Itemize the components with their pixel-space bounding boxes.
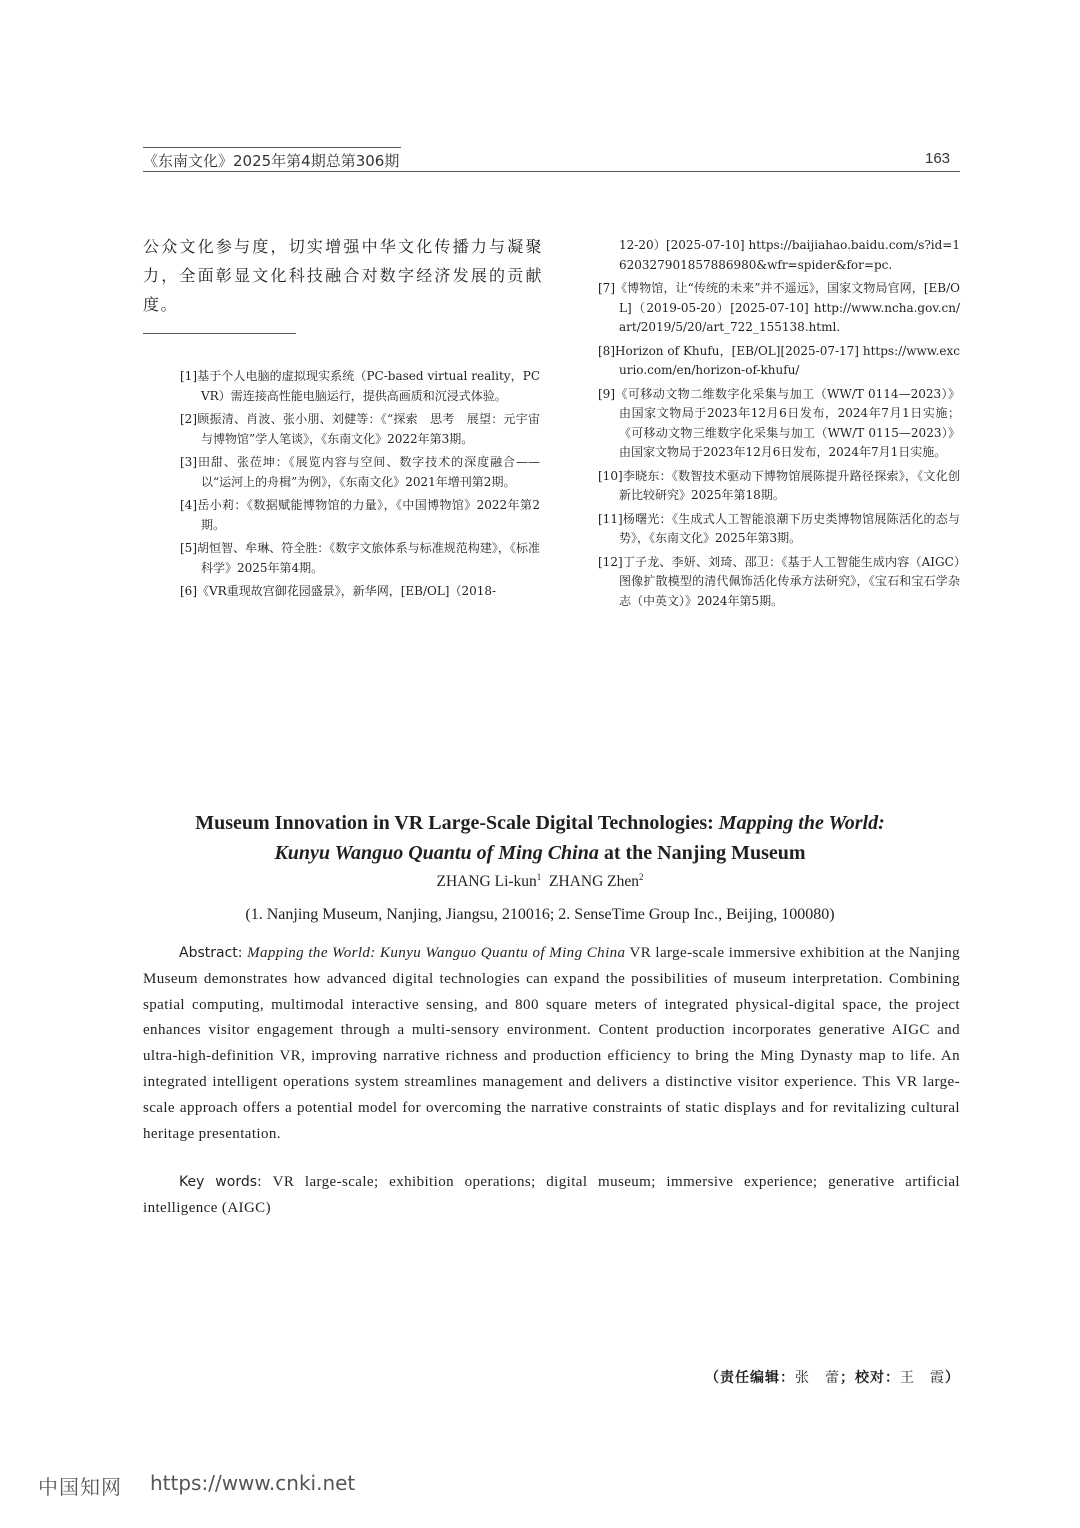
- editor-close: ）: [945, 1370, 960, 1386]
- reference-item: [8]Horizon of Khufu，[EB/OL][2025-07-17] https://www.excurio.com/en/horizon-of-khufu/: [598, 343, 960, 377]
- english-title-part1: Museum Innovation in VR Large-Scale Digital Technologies:: [195, 812, 719, 834]
- reference-item: [9]《可移动文物二维数字化采集与加工（WW/T 0114—2023）》由国家文物局于2023年12月6日发布，2024年7月1日实施；《可移动文物三维数字化采集与加工（WW/T 0115—2023）》由国家文物局于2023年12月6日发布，2024年7月1日实施。: [598, 386, 960, 459]
- english-title-italic1: Mapping the World:: [718, 812, 885, 834]
- reference-item: [7]《博物馆，让“传统的未来”并不遥远》，国家文物局官网，[EB/OL]（2019-05-20）[2025-07-10] http://www.ncha.gov.cn/art/2019/5/20/art_722_155138.html.: [598, 281, 960, 334]
- header-rule: [143, 171, 960, 172]
- reference-item: [5]胡恒智、牟琳、符全胜：《数字文旅体系与标准规范构建》，《标准科学》2025年第4期。: [180, 541, 540, 575]
- abstract-label: Abstract:: [179, 945, 248, 961]
- references-right-column: [598, 236, 960, 615]
- english-title-part2: at the Nanjing Museum: [598, 842, 806, 864]
- author-1: ZHANG Li-kun: [436, 873, 537, 891]
- author-2-affil: 2: [639, 872, 644, 882]
- proofreader-name: 王 霞: [900, 1370, 945, 1386]
- author-1-affil: 1: [536, 872, 542, 882]
- reference-item: [6]《VR重现故宫御花园盛景》，新华网，[EB/OL]（2018-: [180, 584, 497, 598]
- english-affiliations: (1. Nanjing Museum, Nanjing, Jiangsu, 210016; 2. SenseTime Group Inc., Beijing, 100080): [245, 906, 835, 923]
- cnki-logo: 中国知网: [38, 1475, 122, 1499]
- header-top-rule: [143, 147, 401, 148]
- editor-credit: [688, 1367, 960, 1387]
- editor-name: 张 蕾: [795, 1370, 840, 1386]
- abstract-italic: Mapping the World: Kunyu Wanguo Quantu of Ming China: [247, 945, 626, 961]
- author-2: ZHANG Zhen: [549, 873, 640, 891]
- running-header: 《东南文化》2025年第4期总第306期: [143, 152, 400, 170]
- reference-item: [3]田甜、张莅坤：《展览内容与空间、数字技术的深度融合——以“运河上的舟楫”为例》，《东南文化》2021年增刊第2期。: [180, 455, 540, 489]
- reference-continuation: 12-20）[2025-07-10] https://baijiahao.baidu.com/s?id=1620327901857886980&wfr=spider&for=pc.: [619, 238, 960, 272]
- reference-item: [12]丁子龙、李妍、刘琦、邵卫：《基于人工智能生成内容（AIGC）图像扩散模型的清代佩饰活化传承方法研究》，《宝石和宝石学杂志（中英文）》2024年第5期。: [598, 554, 960, 608]
- editor-label-1: （责任编辑：: [705, 1370, 795, 1386]
- english-keywords: [143, 1170, 960, 1222]
- reference-item: [2]顾振清、肖波、张小朋、刘健等：《“探索 思考 展望：元宇宙与博物馆”学人笔谈》，《东南文化》2022年第3期。: [180, 412, 540, 446]
- cnki-url[interactable]: https://www.cnki.net: [150, 1471, 356, 1495]
- abstract-text: VR large-scale immersive exhibition at the Nanjing Museum demonstrates how advanced digital technologies can expand the possibilities of museum interpretation. Combining spatial computing, multimodal interactive sensing, and 800 square meters of integrated physical-digital space, the project enhances visitor engagement through a multi-sensory environment. Content production incorporates generative AIGC and ultra-high-definition VR, improving narrative richness and production efficiency to bring the Ming Dynasty map to life. An integrated intelligent operations system streamlines management and delivers a distinctive visitor experience. This VR large-scale approach offers a potential model for overcoming the narrative constraints of static displays and for revitalizing cultural heritage presentation.: [143, 945, 960, 1142]
- reference-item: [11]杨曙光：《生成式人工智能浪潮下历史类博物馆展陈活化的态与势》，《东南文化》2025年第3期。: [598, 511, 960, 545]
- body-paragraph: 公众文化参与度，切实增强中华文化传播力与凝聚力，全面彰显文化科技融合对数字经济发展的贡献度。: [143, 237, 543, 314]
- reference-item: [10]李晓东：《数智技术驱动下博物馆展陈提升路径探索》，《文化创新比较研究》2025年第18期。: [598, 468, 960, 502]
- english-authors: [100, 872, 980, 891]
- english-title: [100, 808, 980, 868]
- footnote-rule: [143, 333, 296, 334]
- page-number: 163: [925, 150, 951, 167]
- keywords-label: Key words:: [179, 1174, 273, 1190]
- reference-item: [1]基于个人电脑的虚拟现实系统（PC-based virtual reality，PCVR）需连接高性能电脑运行，提供高画质和沉浸式体验。: [180, 369, 540, 403]
- reference-item: [4]岳小莉：《数据赋能博物馆的力量》，《中国博物馆》2022年第2期。: [180, 498, 540, 532]
- english-title-italic2: Kunyu Wanguo Quantu of Ming China: [274, 842, 599, 864]
- editor-label-2: ；校对：: [840, 1370, 900, 1386]
- keywords-text: VR large-scale; exhibition operations; digital museum; immersive experience; generative artificial intelligence (AIGC): [143, 1174, 960, 1216]
- references-left-column: [180, 367, 540, 606]
- english-abstract: [143, 941, 960, 1147]
